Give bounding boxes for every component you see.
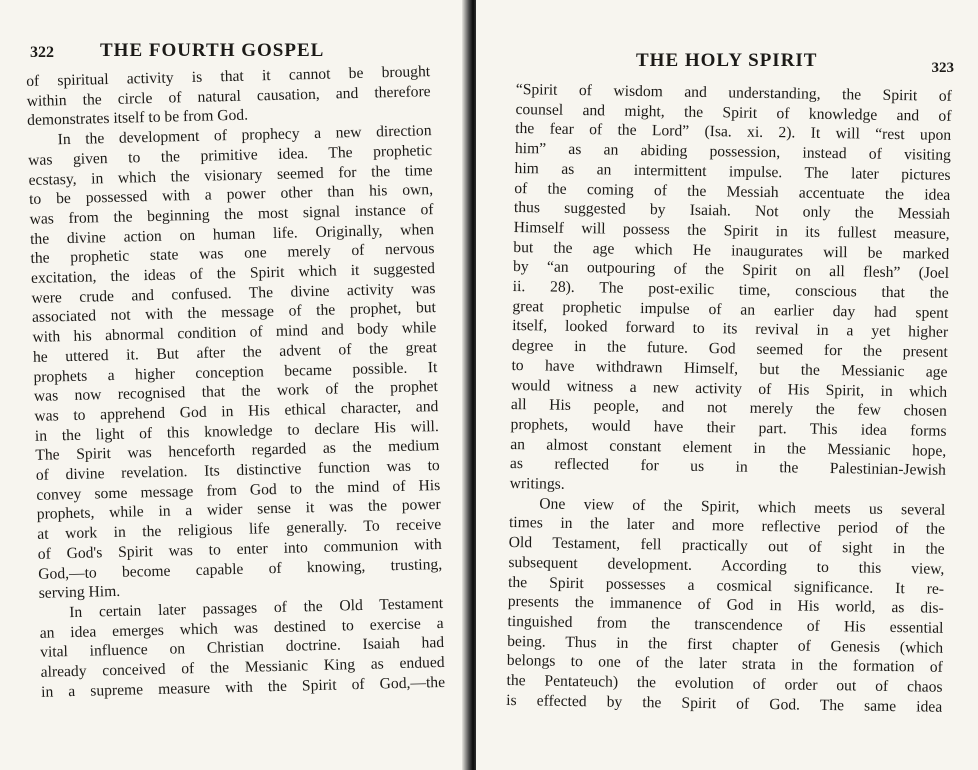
text-line: demonstrates itself to be from God. xyxy=(26,106,249,130)
text-line: within the circle of natural causation, and therefore xyxy=(26,82,431,110)
text-line: at work in the religious life generally. To receive xyxy=(37,516,442,544)
text-line: is effected by the Spirit of God. The same idea xyxy=(506,691,943,716)
text-line: “Spirit of wisdom and understanding, the Spirit of xyxy=(515,80,952,105)
running-head: THE FOURTH GOSPEL xyxy=(100,40,325,61)
text-line: was to apprehend God in His ethical character, and xyxy=(34,397,439,425)
text-line: In certain later passages of the Old Testament xyxy=(69,594,444,622)
text-line: of spiritual activity is that it cannot be brought xyxy=(26,63,431,90)
text-line: Himself will possess the Spirit in its fullest measure, xyxy=(513,218,950,243)
text-line: the Spirit possesses a cosmical significance. It re- xyxy=(507,573,945,598)
text-line: he uttered it. But after the advent of the great xyxy=(32,338,438,366)
text-line: the Pentateuch) the evolution of order out of chaos xyxy=(506,672,943,696)
text-line: ecstasy, in which the visionary seemed for the time xyxy=(28,161,433,189)
text-line: was from the beginning the most signal instance of xyxy=(29,201,434,228)
text-line: of God's Spirit was to enter into communion with xyxy=(37,535,442,563)
text-line: ii. 28). The post-exilic time, conscious that the xyxy=(512,278,949,302)
text-line: by “an outpouring of the Spirit on all flesh” (Joel xyxy=(512,258,950,283)
text-line: In the development of prophecy a new direction xyxy=(57,122,432,149)
text-line: in a supreme measure with the Spirit of God,—the xyxy=(40,673,446,701)
text-line: tinguished from the transcendence of His essential xyxy=(507,612,944,637)
text-line: times in the later and more reflective period of the xyxy=(508,514,946,539)
text-line: thus suggested by Isaiah. Not only the Messiah xyxy=(513,199,951,224)
text-line: of divine revelation. Its distinctive function was to xyxy=(35,457,440,484)
text-line: him as an intermittent impulse. The later pictures xyxy=(514,159,951,184)
text-line: already conceived of the Messianic King as endued xyxy=(40,654,445,681)
text-line: counsel and might, the Spirit of knowledge and of xyxy=(515,100,952,125)
text-line: prophets a higher conception became possible. It xyxy=(33,358,438,386)
text-line: itself, looked forward to its revival in a yet higher xyxy=(512,317,949,342)
text-line: as reflected for us in the Palestinian-Jewish xyxy=(509,455,947,480)
text-line: the divine action on human life. Originally, when xyxy=(29,220,435,248)
text-line: presents the immanence of God in His world, as dis- xyxy=(507,593,944,618)
text-line: serving Him. xyxy=(38,583,121,603)
text-line: him” as an abiding possession, instead of visiting xyxy=(514,140,952,164)
text-line: was given to the primitive idea. The prophetic xyxy=(27,141,433,169)
page-number: 323 xyxy=(931,60,954,76)
text-line: of the coming of the Messiah accentuate the idea xyxy=(514,179,951,204)
text-line: subsequent development. According to this view, xyxy=(508,553,945,578)
text-line: an almost constant element in the Messianic hope, xyxy=(510,435,947,460)
text-line: with his abnormal condition of mind and body while xyxy=(32,319,437,347)
running-head: THE HOLY SPIRIT xyxy=(636,50,818,71)
text-line: prophets, while in a wider sense it was the power xyxy=(36,496,441,524)
text-line: but the age which He inaugurates will be marked xyxy=(513,238,950,263)
text-line: in the light of this knowledge to declare His will. xyxy=(34,417,439,445)
text-line: great prophetic impulse of an earlier day had spent xyxy=(512,297,949,322)
text-line: an idea emerges which was destined to exercise a xyxy=(39,614,444,642)
text-line: vital influence on Christian doctrine. Isaiah had xyxy=(39,634,445,662)
text-line: One view of the Spirit, which meets us several xyxy=(539,495,946,519)
text-line: being. Thus in the first chapter of Genesis (which xyxy=(507,632,944,657)
text-line: convey some message from God to the mind of His xyxy=(36,476,441,504)
text-line: would witness a new activity of His Spirit, in which xyxy=(511,376,948,401)
text-line: all His people, and not merely the few chosen xyxy=(510,396,947,421)
page-number: 322 xyxy=(30,44,54,61)
text-line: prophets, would have their part. This idea forms xyxy=(510,415,947,440)
page-body-text xyxy=(506,80,952,717)
text-line: writings. xyxy=(509,475,565,493)
text-line: was now recognised that the work of the prophet xyxy=(33,378,439,406)
text-line: Old Testament, fell practically out of sight in the xyxy=(508,534,945,558)
text-line: degree in the future. God seemed for the present xyxy=(511,337,948,361)
text-line: excitation, the ideas of the Spirit which it suggested xyxy=(30,260,436,287)
text-line: associated not with the message of the prophet, but xyxy=(31,299,437,327)
text-line: were crude and confused. The divine activity was xyxy=(31,279,436,307)
text-line: belongs to one of the later strata in the formation of xyxy=(506,652,943,677)
right-page xyxy=(476,0,978,770)
left-page xyxy=(0,0,466,770)
text-line: to be possessed with a power other than his own, xyxy=(28,181,434,209)
page-body-text xyxy=(26,62,445,702)
text-line: the fear of the Lord” (Isa. xi. 2). It will “rest upon xyxy=(515,120,952,145)
text-line: God,—to become capable of knowing, trusting, xyxy=(38,555,443,583)
text-line: to have withdrawn Himself, but the Messianic age xyxy=(511,356,948,381)
text-line: the prophetic state was one merely of nervous xyxy=(30,240,435,268)
text-line: The Spirit was henceforth regarded as the medium xyxy=(35,437,440,465)
